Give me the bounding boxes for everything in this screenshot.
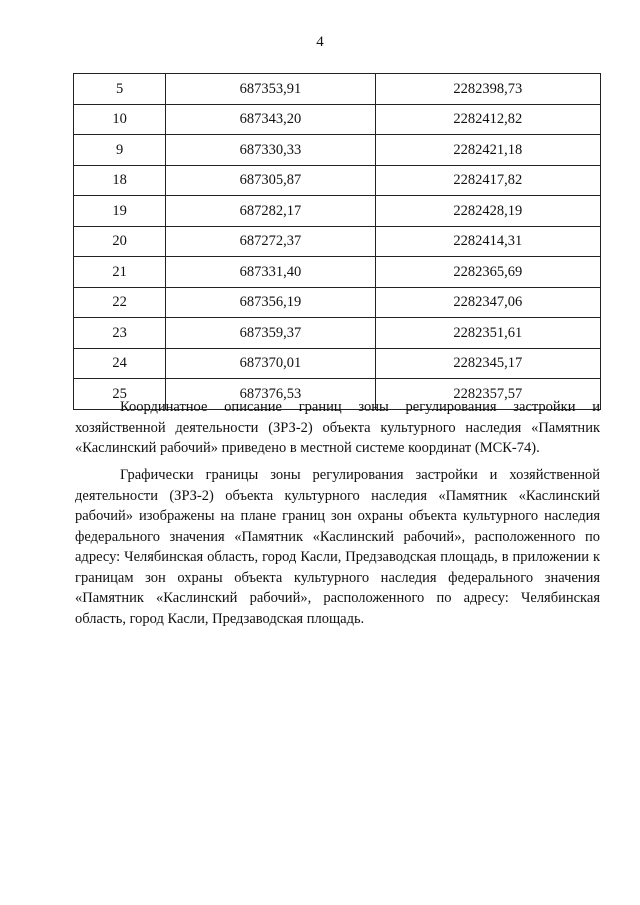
y-coordinate-cell: 2282365,69 [375, 257, 600, 288]
x-coordinate-cell: 687370,01 [166, 348, 375, 379]
x-coordinate-cell: 687356,19 [166, 287, 375, 318]
x-coordinate-cell: 687305,87 [166, 165, 375, 196]
point-number-cell: 19 [74, 196, 166, 227]
x-coordinate-cell: 687282,17 [166, 196, 375, 227]
x-coordinate-cell: 687331,40 [166, 257, 375, 288]
x-coordinate-cell: 687376,53 [166, 379, 375, 410]
y-coordinate-cell: 2282357,57 [375, 379, 600, 410]
table-row [74, 165, 601, 196]
y-coordinate-cell: 2282417,82 [375, 165, 600, 196]
x-coordinate-cell: 687353,91 [166, 74, 375, 105]
point-number-cell: 18 [74, 165, 166, 196]
y-coordinate-cell: 2282412,82 [375, 104, 600, 135]
x-coordinate-cell: 687330,33 [166, 135, 375, 166]
y-coordinate-cell: 2282421,18 [375, 135, 600, 166]
coordinates-table-body [74, 74, 601, 410]
table-row [74, 135, 601, 166]
page-number: 4 [316, 34, 324, 50]
y-coordinate-cell: 2282345,17 [375, 348, 600, 379]
y-coordinate-cell: 2282347,06 [375, 287, 600, 318]
point-number-cell: 21 [74, 257, 166, 288]
table-row [74, 318, 601, 349]
x-coordinate-cell: 687343,20 [166, 104, 375, 135]
point-number-cell: 20 [74, 226, 166, 257]
table-row [74, 348, 601, 379]
point-number-cell: 25 [74, 379, 166, 410]
table-row [74, 104, 601, 135]
y-coordinate-cell: 2282351,61 [375, 318, 600, 349]
coordinate-description-paragraph [75, 397, 600, 459]
graphic-boundaries-paragraph [75, 465, 600, 629]
paragraph-text: Координатное описание границ зоны регулирования застройки и хозяйственной деятельности (ЗРЗ-2) объекта культурного наследия «Памятник «Каслинский рабочий» приведено в местной системе координат (МСК-74). [75, 399, 600, 456]
point-number-cell: 9 [74, 135, 166, 166]
x-coordinate-cell: 687359,37 [166, 318, 375, 349]
coordinates-table [73, 73, 601, 410]
point-number-cell: 23 [74, 318, 166, 349]
point-number-cell: 5 [74, 74, 166, 105]
point-number-cell: 24 [74, 348, 166, 379]
point-number-cell: 22 [74, 287, 166, 318]
table-row [74, 226, 601, 257]
paragraph-text: Графически границы зоны регулирования застройки и хозяйственной деятельности (ЗРЗ-2) объекта культурного наследия «Памятник «Каслинский рабочий» изображены на плане границ зон охраны объекта культурного наследия федерального значения «Памятник «Каслинский рабочий», расположенного по адресу: Челябинская область, город Касли, Предзаводская площадь, в приложении к границам зон охраны объекта культурного наследия федерального значения «Памятник «Каслинский рабочий», расположенного по адресу: Челябинская область, город Касли, Предзаводская площадь. [75, 467, 600, 627]
point-number-cell: 10 [74, 104, 166, 135]
table-row [74, 196, 601, 227]
y-coordinate-cell: 2282414,31 [375, 226, 600, 257]
table-row [74, 287, 601, 318]
table-row [74, 257, 601, 288]
table-row [74, 74, 601, 105]
y-coordinate-cell: 2282398,73 [375, 74, 600, 105]
y-coordinate-cell: 2282428,19 [375, 196, 600, 227]
x-coordinate-cell: 687272,37 [166, 226, 375, 257]
